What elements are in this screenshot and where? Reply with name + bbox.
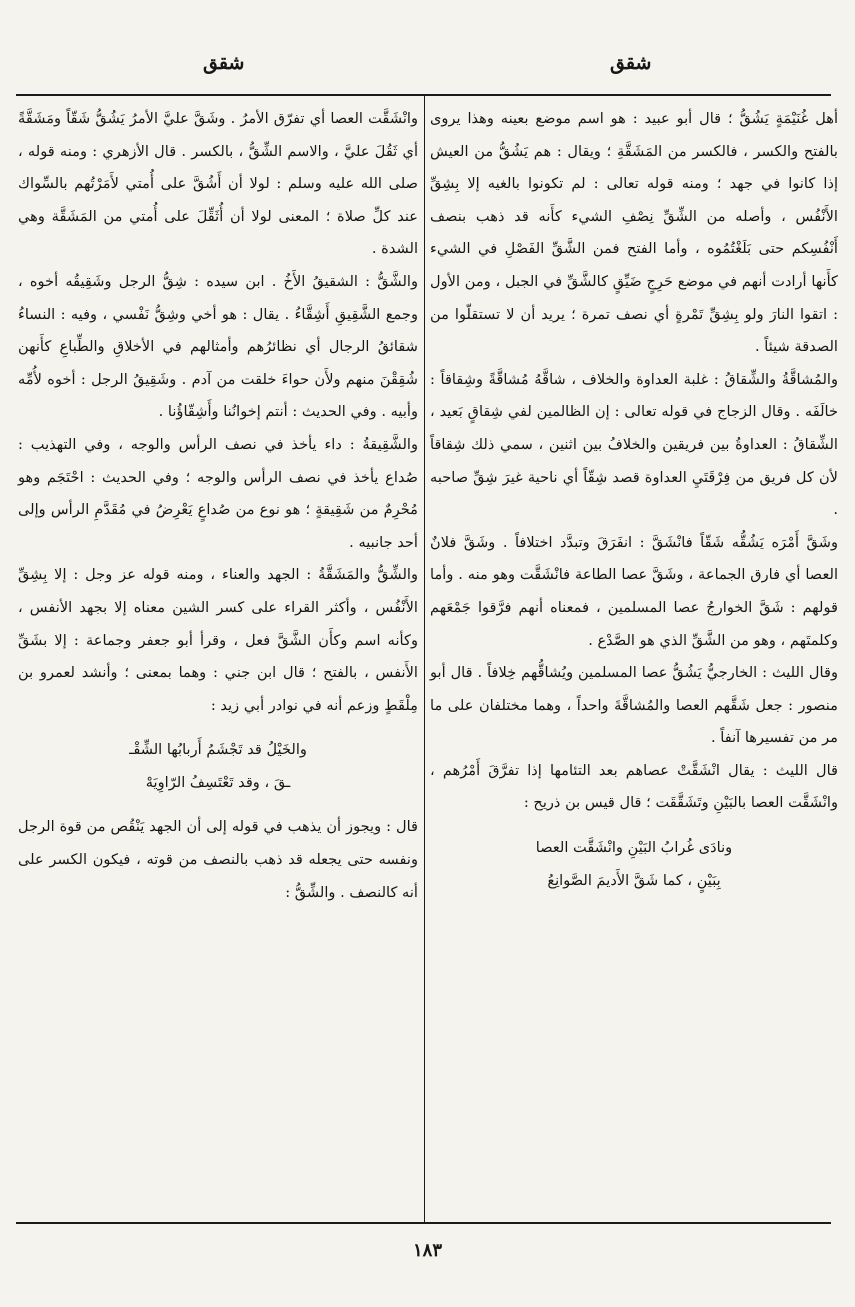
left-column	[18, 103, 418, 909]
paragraph: قال : ويجوز أن يذهب في قوله إلى أن الجهد يَنْقُص من قوة الرجل ونفسه حتى يجعله قد ذهب بالنصف من قوته ، فيكون الكسر على أنه كالنصف . والشِّقُّ :	[18, 818, 418, 901]
verse-line: ـقَ ، وقد تَعْتَسِفُ الرّاوِيَهْ	[145, 773, 291, 791]
bottom-rule	[16, 1222, 831, 1224]
column-divider	[424, 96, 425, 1222]
page-number: ١٨٣	[412, 1240, 442, 1261]
paragraph: وانْشَقَّت العصا أي تفرّق الأمرُ . وشَقَّ عليَّ الأمرُ يَشُقُّ شَقّاً ومَشَقَّةً أي ثَقُلَ عليَّ ، والاسم الشِّقُّ ، بالكسر . قال الأزهري : ومنه قوله ، صلى الله عليه وسلم : لولا أن أَشُقَّ على أُمتي لأَمَرْتُهم بالسِّواك عند كلِّ صلاة ؛ المعنى لولا أن أُثَقِّلَ على أُمتي من المَشَقَّة وهي الشدة .	[18, 110, 418, 258]
headword-right: شقق	[610, 52, 652, 74]
verse	[18, 734, 418, 799]
right-column	[430, 103, 838, 909]
paragraph: قال الليث : يقال انْشَقَّتْ عصاهم بعد التئامها إذا تفرَّقَ أَمْرُهم ، وانْشَقَّت العصا بالبَيْنِ وتَشَقَّقَت ؛ قال قيس بن ذريح :	[430, 761, 838, 812]
verse-line: بِبَيْنٍ ، كما شَقَّ الأَديمَ الصَّوانِعُ	[547, 871, 721, 889]
verse-line: ونادَى غُرابُ البَيْنِ وانْشَقَّت العصا	[535, 839, 733, 857]
paragraph: وقال الليث : الخارجيُّ يَشُقُّ عصا المسلمين ويُشاقُّهم خِلافاً . قال أبو منصور : جعل شَقَّهم العصا والمُشاقَّةَ واحداً ، وهما مختلفان على ما مر من تفسيرها آنفاً .	[430, 664, 838, 747]
paragraph: أهل غُنَيْمَةٍ يَشُقُّ ؛ قال أبو عبيد : هو اسم موضع بعينه وهذا يروى بالفتح والكسر ، فالكسر من المَشَقَّةِ ؛ ويقال : هم يَشُقُّ من العيش إذا كانوا في جهد ؛ ومنه قوله تعالى : لم تكونوا بالغيه إلا بِشِقِّ الأَنْفُس ، وأصله من الشِّقِّ نِصْفِ الشيء كأَنه قد ذهب بنصف أَنْفُسِكم حتى بَلَغْتُمُوه ، وأما الفتح فمن الشَّقِّ الفَصْلِ في الشيء كأَنها أرادت أنهم في موضع حَرِجٍ ضَيِّقٍ كالشَّقِّ في الجبل ، ومن الأول : اتقوا النارَ ولو بِشِقِّ تَمْرةٍ أي نصف تمرة ؛ يريد أن لا تستقلّوا من الصدقة شيئاً .	[430, 110, 838, 356]
paragraph: وشَقَّ أَمْرَه يَشُقُّه شَقّاً فانْشَقَّ : انفَرَقَ وتبدَّد اختلافاً . وشَقَّ فلانٌ العصا أي فارق الجماعة ، وشَقَّ عصا الطاعة فانْشَقَّت وهو منه . وأما قولهم : شَقَّ الخوارجُ عصا المسلمين ، فمعناه أنهم فرَّقوا جَمْعَهم وكلمتَهم ، وهو من الشَّقِّ الذي هو الصَّدْع .	[430, 533, 838, 649]
paragraph: والشَّقُّ : الشقيقُ الأَخُ . ابن سيده : شِقُّ الرجل وشَقِيقُه أخوه ، وجمع الشَّقِيقِ أَشِقَّاءُ . يقال : هو أخي وشِقُّ نَفْسي ، وفيه : النساءُ شقائقُ الرجال أي نظائرُهم وأمثالهم في الأخلاقِ والطِّباعِ كأَنهن شُقِقْنَ منهم ولأَن حواءَ خلقت من آدم . وشَقِيقُ الرجل : أخوه لأُمِّه وأبيه . وفي الحديث : أنتم إخوانُنا وأَشِقّاؤُنا .	[18, 272, 418, 421]
verse	[430, 832, 838, 897]
verse-line: والخَيْلُ قد تَجْشَمُ أَربابُها الشِّقْـ	[129, 741, 307, 759]
paragraph: والشَّقِيقةُ : داء يأخذ في نصف الرأس والوجه ، وفي التهذيب : صُداع يأخذ في نصف الرأس والوجه ؛ وفي الحديث : احْتَجَم وهو مُحْرِمٌ من شَقِيقةٍ ؛ هو نوع من صُداعٍ يَعْرِضُ في مُقَدَّمِ الرأس وإلى أحد جانبيه .	[18, 435, 418, 551]
paragraph: والشِّقُّ والمَشَقَّةُ : الجهد والعناء ، ومنه قوله عز وجل : إلا بِشِقِّ الأَنْفُس ، وأكثر القراء على كسر الشين معناه إلا بجهد الأنفس ، وكأنه اسم وكأَن الشَّقَّ فعل ، وقرأ أبو جعفر وجماعة : إلا بشَقِّ الأَنفس ، بالفتح ؛ قال ابن جني : وهما بمعنى ؛ وأنشد لعمرو بن مِلْقَطٍ وزعم أنه في نوادر أبي زيد :	[18, 566, 418, 714]
paragraph: والمُشاقَّةُ والشِّقاقُ : غلبة العداوة والخلاف ، شاقَّهُ مُشاقَّةً وشِقاقاً : خالَفَه . وقال الزجاج في قوله تعالى : إن الظالمين لفي شِقاقٍ بَعيد ، الشِّقاقُ : العداوةُ بين فريقين والخلافُ بين اثنين ، سمي ذلك شِقاقاً لأن كل فريق من فِرْقَتَيِ العداوة قصد شِقّاً أي ناحية غيرَ شِقِّ صاحبه .	[430, 370, 838, 519]
headword-left: شقق	[203, 52, 245, 74]
